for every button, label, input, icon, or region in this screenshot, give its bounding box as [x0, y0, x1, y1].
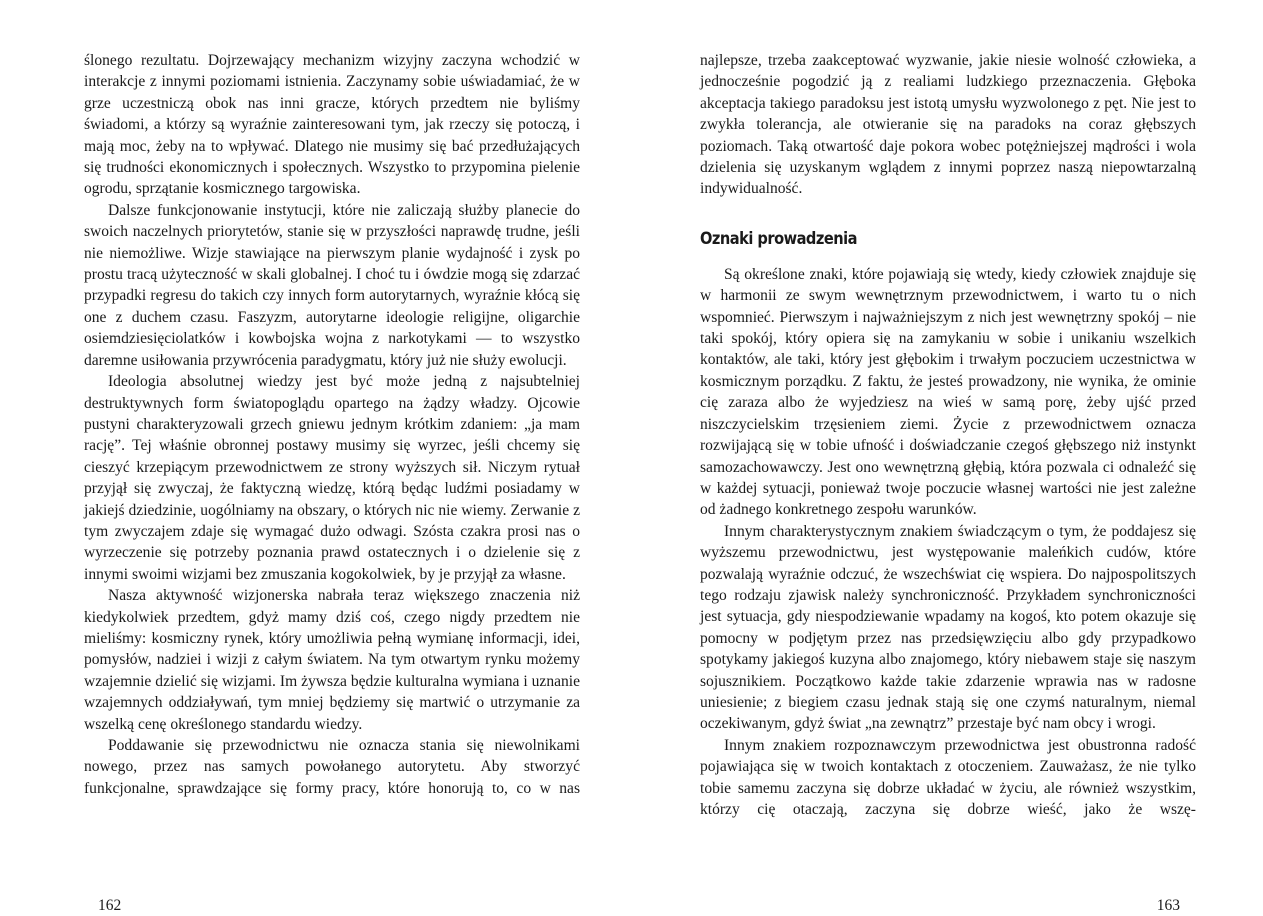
paragraph: ślonego rezultatu. Dojrzewający mechanizm wizyjny zaczyna wchodzić w interakcje z innymi poziomami istnienia. Zaczynamy sobie uświadamiać, że w grze uczestniczą obok nas inni gracze, których przedtem nie byliśmy świadomi, a którzy są wyraźnie zainteresowani tym, jak rzeczy się potoczą, i mają moc, żeby na to wpływać. Dlatego nie musimy się bać przedłużających się trudności ekonomicznych i społecznych. Wszystko to przypomina pielenie ogrodu, sprzątanie kosmicznego targowiska. [84, 52, 580, 198]
left-page [84, 50, 580, 914]
page-number: 163 [1156, 897, 1180, 914]
left-page-text [84, 50, 580, 799]
paragraph: Innym charakterystycznym znakiem świadczącym o tym, że poddajesz się wyższemu przewodnictwu, jest występowanie maleńkich cudów, które pozwalają wyraźnie odczuć, że wszechświat cię wspiera. Do najpospolitszych tego rodzaju zjawisk należy synchroniczność. Przykładem synchroniczności jest sytuacja, gdy niespodziewanie wpadamy na kogoś, kto potem okazuje się pomocny w podjętym przez nas przedsięwzięciu albo gdy przypadkowo spotykamy jakiegoś kuzyna albo znajomego, który niebawem staje się naszym sojusznikiem. Początkowo każde takie zdarzenie wprawia nas w radosne uniesienie; z biegiem czasu jednak stają się one czymś naturalnym, niemal oczekiwanym, gdyż świat „na zewnątrz” przestaje być nam obcy i wrogi. [700, 522, 1196, 733]
paragraph: Ideologia absolutnej wiedzy jest być może jedną z najsubtelniej destruktywnych form światopoglądu opartego na żądzy władzy. Ojcowie pustyni charakteryzowali grzech gniewu jednym krótkim zdaniem: „ja mam rację”. Tej właśnie obronnej postawy musimy się wyrzec, jeśli chcemy się cieszyć krzepiącym przewodnictwem ze strony wyższych sił. Niczym rytuał przyjął się zwyczaj, że faktyczną wiedzę, którą będąc ludźmi posiadamy w jakiejś dziedzinie, uogólniamy na obszary, o których nic nie wiemy. Zerwanie z tym zwyczajem zdaje się wymagać dużo odwagi. Szósta czakra prosi nas o wyrzeczenie się potrzeby poznania prawd ostatecznych i o dzielenie się z innymi swoimi wizjami bez zmuszania kogokolwiek, by je przyjął za własne. [84, 373, 580, 583]
right-page-text [700, 50, 1196, 820]
paragraph: Innym znakiem rozpoznawczym przewodnictwa jest obustronna radość pojawiająca się w twoich kontaktach z otoczeniem. Zauważasz, że nie tylko tobie samemu zaczyna się dobrze układać w życiu, ale również wszystkim, którzy cię otaczają, zaczyna się dobrze wieść, jako że wszę- [700, 736, 1196, 818]
page-number: 162 [98, 897, 122, 914]
paragraph: Nasza aktywność wizjonerska nabrała teraz większego znaczenia niż kiedykolwiek przedtem, gdyż mamy dziś coś, czego nigdy przedtem nie mieliśmy: kosmiczny rynek, który umożliwia pełną wymianę informacji, idei, pomysłów, nadziei i wizji z całym światem. Na tym otwartym rynku możemy wzajemnie dzielić się wizjami. Im żywsza będzie kulturalna wymiana i uznanie wzajemnych oddziaływań, tym mniej będziemy się martwić o utrzymanie za wszelką cenę określonego standardu wiedzy. [84, 587, 580, 733]
paragraph: Dalsze funkcjonowanie instytucji, które nie zaliczają służby planecie do swoich naczelnych priorytetów, stanie się w przyszłości naprawdę trudne, jeśli nie niemożliwe. Wizje stawiające na pierwszym planie wydajność i zysk po prostu tracą użyteczność w skali globalnej. I choć tu i ówdzie mogą się zdarzać przypadki regresu do takich czy innych form autorytarnych, wyraźnie kłócą się one z duchem czasu. Faszyzm, autorytarne ideologie religijne, oligarchie osiemdziesięciolatków i kowbojska wojna z narkotykami — to wszystko daremne usiłowania przywrócenia paradygmatu, który już nie służy ewolucji. [84, 201, 580, 369]
paragraph: Poddawanie się przewodnictwu nie oznacza stania się niewolnikami nowego, przez nas samych powołanego autorytetu. Aby stworzyć funkcjonalne, sprawdzające się formy pracy, które honorują to, co w nas [84, 737, 580, 797]
right-page [700, 50, 1196, 914]
paragraph: Są określone znaki, które pojawiają się wtedy, kiedy człowiek znajduje się w harmonii ze swym wewnętrznym przewodnictwem, i warto tu o nich wspomnieć. Pierwszym i najważniejszym z nich jest wewnętrzny spokój – nie taki spokój, który opiera się na zamykaniu w sobie i unikaniu wszelkich kontaktów, ale taki, który jest głębokim i trwałym poczuciem uczestnictwa w kosmicznym porządku. Z faktu, że jesteś prowadzony, nie wynika, że ominie cię zaraza albo że wyjedziesz na wieś w samą porę, żeby ujść przed niszczycielskim trzęsieniem ziemi. Życie z przewodnictwem oznacza rozwijającą się w tobie ufność i doświadczanie czegoś głębszego niż instynkt samozachowawczy. Jest ono wewnętrzną głębią, która pozwala ci odnaleźć się w każdej sytuacji, ponieważ twoje poczucie własnej wartości nie jest zależne od żadnego konkretnego zespołu warunków. [700, 265, 1196, 519]
section-heading: Oznaki prowadzenia [700, 228, 858, 249]
paragraph: najlepsze, trzeba zaakceptować wyzwanie, jakie niesie wolność człowieka, a jednocześnie pogodzić ją z realiami ludzkiego przeznaczenia. Głęboka akceptacja takiego paradoksu jest istotą umysłu wyzwolonego z pęt. Nie jest to zwykła tolerancja, ale otwieranie się na paradoks na coraz głębszych poziomach. Taką otwartość daje pokora wobec potężniejszej mądrości i wola dzielenia się uzyskanym wglądem z innymi poprzez naszą niepowtarzalną indywidualność. [700, 52, 1196, 198]
